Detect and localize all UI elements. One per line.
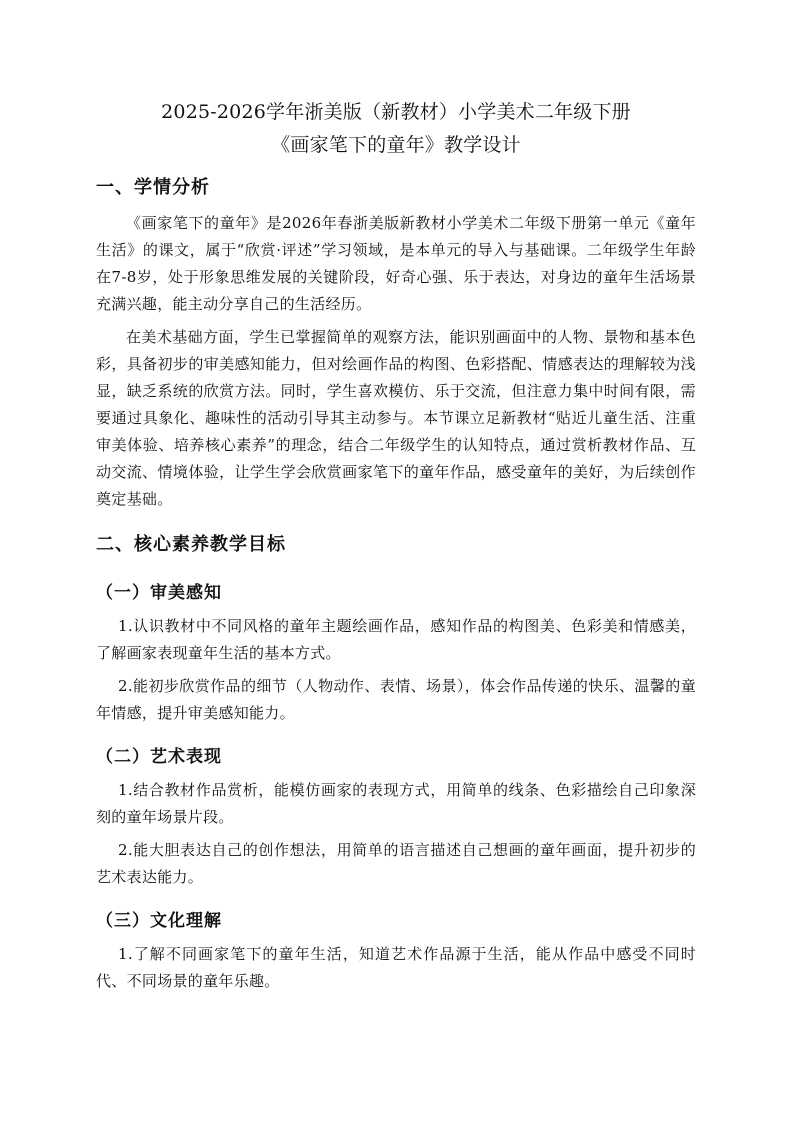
artistic-expression-item-1: 1.结合教材作品赏析，能模仿画家的表现方式，用简单的线条、色彩描绘自己印象深刻的童年场景片段。 xyxy=(96,781,696,826)
cultural-understanding-item-1: 1.了解不同画家笔下的童年生活，知道艺术作品源于生活，能从作品中感受不同时代、不同场景的童年乐趣。 xyxy=(96,945,696,990)
learner-analysis-paragraph-1: 《画家笔下的童年》是2026年春浙美版新教材小学美术二年级下册第一单元《童年生活》的课文，属于“欣赏·评述”学习领域，是本单元的导入与基础课。二年级学生年龄在7-8岁，处于形象思维发展的关键阶段，好奇心强、乐于表达，对身边的童年生活场景充满兴趣，能主动分享自己的生活经历。 xyxy=(96,214,696,313)
subsection-heading-artistic-expression: （二）艺术表现 xyxy=(96,747,222,767)
aesthetic-perception-item-1: 1.认识教材中不同风格的童年主题绘画作品，感知作品的构图美、色彩美和情感美，了解画家表现童年生活的基本方式。 xyxy=(96,617,696,662)
artistic-expression-item-2: 2.能大胆表达自己的创作想法，用简单的语言描述自己想画的童年画面，提升初步的艺术表达能力。 xyxy=(96,841,696,886)
subsection-heading-aesthetic-perception: （一）审美感知 xyxy=(96,583,222,603)
document-title-line-1: 2025-2026学年浙美版（新教材）小学美术二年级下册 xyxy=(161,101,631,123)
section-heading-learner-analysis: 一、学情分析 xyxy=(96,177,210,198)
learner-analysis-paragraph-2: 在美术基础方面，学生已掌握简单的观察方法，能识别画面中的人物、景物和基本色彩，具备初步的审美感知能力，但对绘画作品的构图、色彩搭配、情感表达的理解较为浅显，缺乏系统的欣赏方法。同时，学生喜欢模仿、乐于交流，但注意力集中时间有限，需要通过具象化、趣味性的活动引导其主动参与。本节课立足新教材“贴近儿童生活、注重审美体验、培养核心素养”的理念，结合二年级学生的认知特点，通过赏析教材作品、互动交流、情境体验，让学生学会欣赏画家笔下的童年作品，感受童年的美好，为后续创作奠定基础。 xyxy=(96,328,696,508)
aesthetic-perception-item-2: 2.能初步欣赏作品的细节（人物动作、表情、场景），体会作品传递的快乐、温馨的童年情感，提升审美感知能力。 xyxy=(96,677,696,722)
document-page xyxy=(96,96,696,995)
section-heading-core-objectives: 二、核心素养教学目标 xyxy=(96,534,286,555)
document-title-line-2: 《画家笔下的童年》教学设计 xyxy=(271,134,521,156)
subsection-heading-cultural-understanding: （三）文化理解 xyxy=(96,911,222,931)
